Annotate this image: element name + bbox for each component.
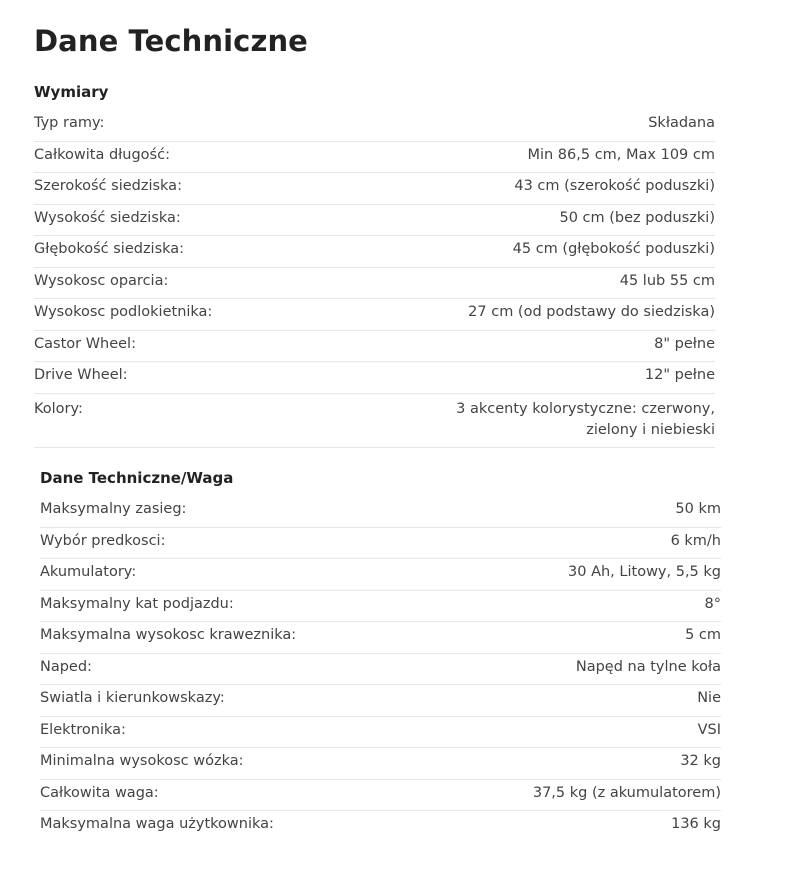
spec-label: Głębokość siedziska: [34, 241, 185, 257]
page-title: Dane Techniczne [34, 24, 308, 58]
spec-label: Maksymalny kat podjazdu: [40, 595, 234, 612]
spec-value: 3 akcenty kolorystyczne: czerwony, zielony i niebieski [456, 400, 715, 438]
spec-label: Wysokosc podlokietnika: [34, 304, 213, 320]
spec-label: Minimalna wysokosc wózka: [40, 753, 244, 769]
spec-row [40, 559, 721, 591]
spec-row [34, 205, 715, 237]
spec-row [34, 236, 715, 268]
spec-row [34, 394, 715, 448]
spec-row [40, 811, 721, 843]
spec-label: Maksymalny zasieg: [40, 501, 187, 517]
spec-row [40, 780, 721, 812]
spec-row [40, 528, 721, 560]
spec-value: 6 km/h [670, 532, 721, 549]
spec-value: Nie [697, 690, 721, 706]
spec-row [34, 331, 715, 363]
spec-row [40, 591, 721, 623]
spec-value: 5 cm [685, 627, 721, 643]
spec-value: 30 Ah, Litowy, 5,5 kg [568, 564, 721, 580]
spec-row [40, 654, 721, 686]
spec-value: Składana [648, 115, 715, 131]
spec-label: Szerokość siedziska: [34, 178, 182, 194]
spec-value: 45 lub 55 cm [619, 272, 715, 289]
spec-value: 37,5 kg (z akumulatorem) [532, 784, 721, 801]
spec-value: 50 cm (bez poduszki) [559, 209, 715, 226]
section-title-wymiary: Wymiary [34, 83, 109, 101]
spec-row [34, 110, 715, 142]
spec-value: 27 cm (od podstawy do siedziska) [468, 304, 715, 320]
spec-row [34, 268, 715, 300]
spec-value: 8° [704, 595, 721, 612]
spec-row [40, 622, 721, 654]
spec-value: 32 kg [680, 753, 721, 769]
spec-row [34, 362, 715, 394]
spec-label: Kolory: [34, 400, 83, 417]
spec-label: Naped: [40, 658, 92, 675]
spec-label: Wysokosc oparcia: [34, 272, 169, 289]
spec-label: Typ ramy: [34, 115, 105, 131]
spec-label: Akumulatory: [40, 564, 137, 580]
spec-label: Maksymalna wysokosc kraweznika: [40, 627, 297, 643]
spec-label: Wysokość siedziska: [34, 209, 181, 226]
spec-label: Całkowita długość: [34, 146, 170, 163]
spec-value: Napęd na tylne koła [575, 658, 721, 675]
spec-row [40, 496, 721, 528]
spec-value: 136 kg [671, 816, 721, 832]
spec-row [34, 142, 715, 174]
spec-label: Elektronika: [40, 721, 126, 738]
spec-value: 45 cm (głębokość poduszki) [512, 241, 715, 257]
spec-label: Drive Wheel: [34, 367, 128, 383]
spec-value: 8" pełne [654, 335, 715, 352]
spec-row [34, 299, 715, 331]
section-title-waga: Dane Techniczne/Waga [40, 469, 234, 487]
spec-label: Całkowita waga: [40, 784, 159, 801]
spec-value: Min 86,5 cm, Max 109 cm [527, 146, 715, 163]
spec-table-waga [40, 496, 721, 843]
spec-row [40, 685, 721, 717]
spec-value: 12" pełne [644, 367, 715, 383]
spec-label: Swiatla i kierunkowskazy: [40, 690, 225, 706]
spec-table-wymiary [34, 110, 715, 448]
spec-label: Maksymalna waga użytkownika: [40, 816, 274, 832]
spec-label: Wybór predkosci: [40, 532, 166, 549]
spec-row [34, 173, 715, 205]
spec-value: 43 cm (szerokość poduszki) [514, 178, 715, 194]
spec-value: VSI [697, 721, 721, 738]
spec-label: Castor Wheel: [34, 335, 136, 352]
spec-row [40, 748, 721, 780]
spec-value: 50 km [675, 501, 721, 517]
spec-row [40, 717, 721, 749]
